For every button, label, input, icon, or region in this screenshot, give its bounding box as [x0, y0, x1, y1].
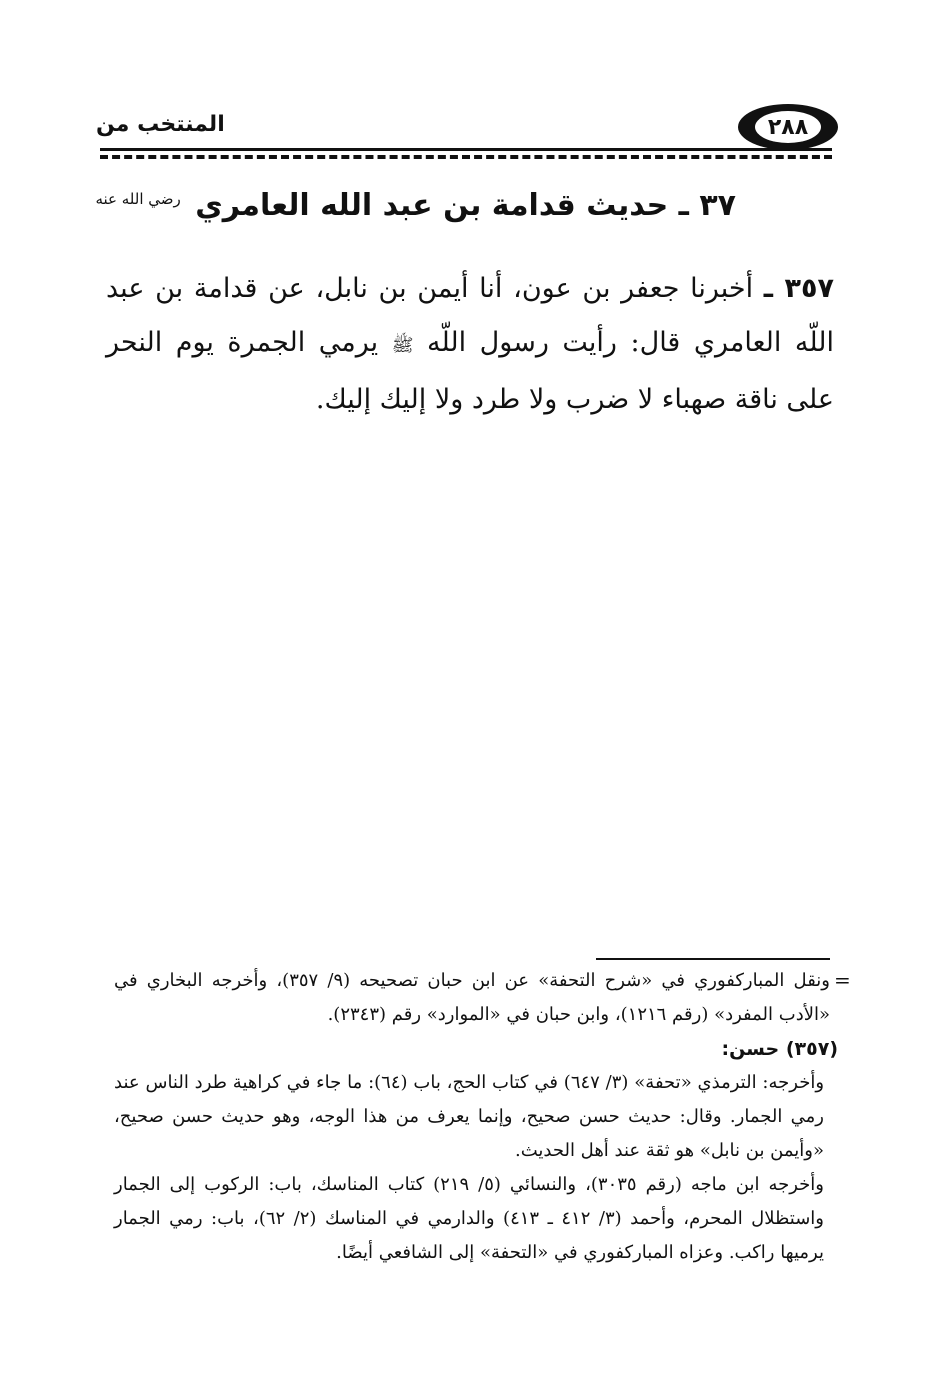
footnote-continued: ونقل المباركفوري في «شرح التحفة» عن ابن حبان تصحيحه (٩/ ٣٥٧)، وأخرجه البخاري في «الأدب المفرد» (رقم ١٢١٦)، وابن حبان في «الموارد» رقم (٢٣٤٣).	[114, 970, 830, 1025]
hadith-text	[106, 262, 834, 427]
page-number-badge	[738, 104, 838, 150]
footnote-paragraph-2: وأخرجه ابن ماجه (رقم ٣٠٣٥)، والنسائي (٥/ ٢١٩) كتاب المناسك، باب: الركوب إلى الجمار واستظلال المحرم، وأحمد (٣/ ٤١٢ ـ ٤١٣) والدارمي في المناسك (٢/ ٦٢)، باب: رمي الجمار يرميها راكب. وعزاه المباركفوري في «التحفة» إلى الشافعي أيضًا.	[114, 1174, 824, 1263]
header-dashed-rule	[100, 155, 832, 159]
page-number: ٢٨٨	[755, 111, 821, 143]
honorific-mark: رضي الله عنه	[95, 190, 181, 208]
running-title: المنتخب من	[96, 112, 225, 137]
chapter-title	[95, 188, 736, 223]
footnote-paragraph-1: وأخرجه: الترمذي «تحفة» (٣/ ٦٤٧) في كتاب الحج، باب (٦٤): ما جاء في كراهية طرد الناس عند رمي الجمار. وقال: حديث حسن صحيح، وإنما يعرف من هذا الوجه، وهو حديث حسن صحيح، «وأيمن بن نابل» هو ثقة عند أهل الحديث.	[114, 1072, 825, 1161]
footnote-heading: (٣٥٧) حسن:	[721, 1038, 838, 1060]
hadith-text-part-1: أخبرنا جعفر بن عون، أنا أيمن بن نابل، عن قدامة بن عبد اللّه العامري قال: رأيت رسول اللّه	[106, 273, 834, 358]
footnote-continuation-mark: =	[834, 968, 851, 992]
salawat-mark: ﷺ	[391, 335, 414, 356]
footnotes	[114, 964, 838, 1270]
header-rule	[100, 148, 832, 151]
chapter-title-text: ٣٧ ـ حديث قدامة بن عبد الله العامري	[195, 188, 736, 223]
hadith-text-part-2: يرمي الجمرة يوم النحر على ناقة صهباء لا ضرب ولا طرد ولا إليك إليك.	[106, 327, 834, 415]
hadith-number: ٣٥٧ ـ	[763, 273, 834, 304]
footnote-separator	[596, 958, 830, 960]
